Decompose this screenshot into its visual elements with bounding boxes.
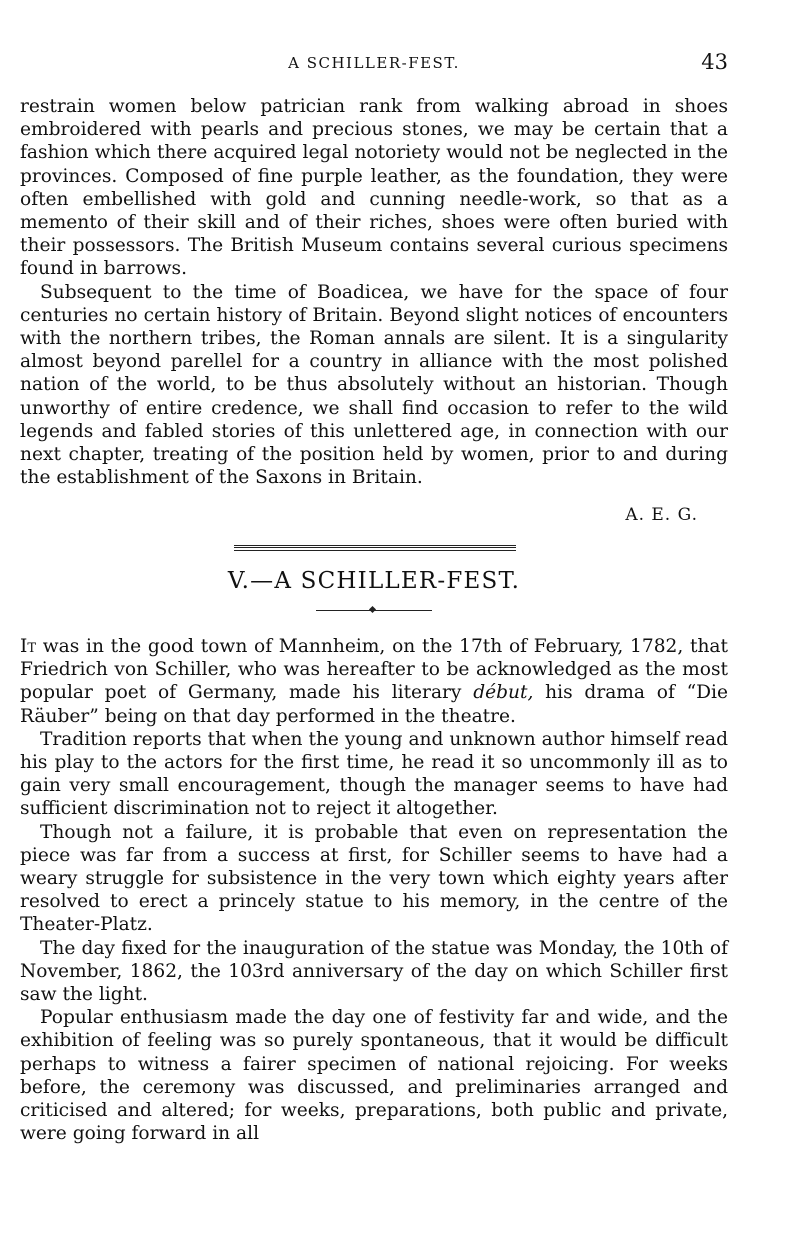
opening-text: was in the good town of Mannheim, on the 17th of February, 1782, that Friedrich von Schiller, who was hereafter to be acknowledged as the most popular poet of Germany, made his literary: [20, 636, 728, 704]
paragraph: Popular enthusiasm made the day one of festivity far and wide, and the exhibition of feeling was so purely spontaneous, that it would be difficult perhaps to witness a fairer specimen of national rejoicing. For weeks before, the ceremony was discussed, and preliminaries arranged and criticised and altered; for weeks, preparations, both public and private, were going forward in all: [20, 1007, 728, 1145]
opening-paragraph: [20, 635, 728, 728]
book-page: [20, 0, 728, 1236]
paragraph: Subsequent to the time of Boadicea, we have for the space of four centuries no certain history of Britain. Beyond slight notices of encounters with the northern tribes, the Roman annals are silent. It is a singularity almost beyond parellel for a country in alliance with the most polished nation of the world, to be thus absolutely without an historian. Though unworthy of entire credence, we shall find occasion to refer to the wild legends and fabled stories of this unlettered age, in connection with our next chapter, treating of the position held by women, prior to and during the establishment of the Saxons in Britain.: [20, 281, 728, 489]
article-body: [20, 635, 728, 1145]
paragraph: The day fixed for the inauguration of the statue was Monday, the 10th of November, 1862, the 103rd anniversary of the day on which Schiller first saw the light.: [20, 937, 728, 1006]
paragraph: Though not a failure, it is probable that even on representation the piece was far from a success at first, for Schiller seems to have had a weary struggle for subsistence in the very town which eighty years after resolved to erect a princely statue to his memory, in the centre of the Theater-Platz.: [20, 821, 728, 936]
running-title: A SCHILLER-FEST.: [288, 54, 460, 72]
section-heading: V.—A SCHILLER-FEST.: [227, 568, 521, 594]
author-signature: A. E. G.: [625, 505, 698, 525]
diamond-ornament-icon: [369, 606, 376, 613]
ornament-rule: [316, 606, 432, 614]
paragraph: Tradition reports that when the young and unknown author himself read his play to the actors for the first time, he read it so uncommonly ill as to gain very small encouragement, though the manager seems to have had sufficient discrimination not to reject it altogether.: [20, 728, 728, 820]
page-number: 43: [701, 50, 728, 74]
section-divider: [234, 545, 516, 551]
opening-word: It: [20, 636, 37, 657]
running-head: [20, 50, 728, 78]
article-continuation: [20, 95, 728, 489]
italic-word: début,: [473, 682, 534, 704]
paragraph: restrain women below patrician rank from walking abroad in shoes embroidered with pearls and precious stones, we may be certain that a fashion which there acquired legal notoriety would not be neglected in the provinces. Composed of fine purple leather, as the foundation, they were often embellished with gold and cunning needle-work, so that as a memento of their skill and of their riches, shoes were often buried with their possessors. The British Museum contains several curious specimens found in barrows.: [20, 96, 728, 280]
opening-text-end: his drama of “Die Räuber” being on that day performed in the theatre.: [20, 682, 729, 727]
